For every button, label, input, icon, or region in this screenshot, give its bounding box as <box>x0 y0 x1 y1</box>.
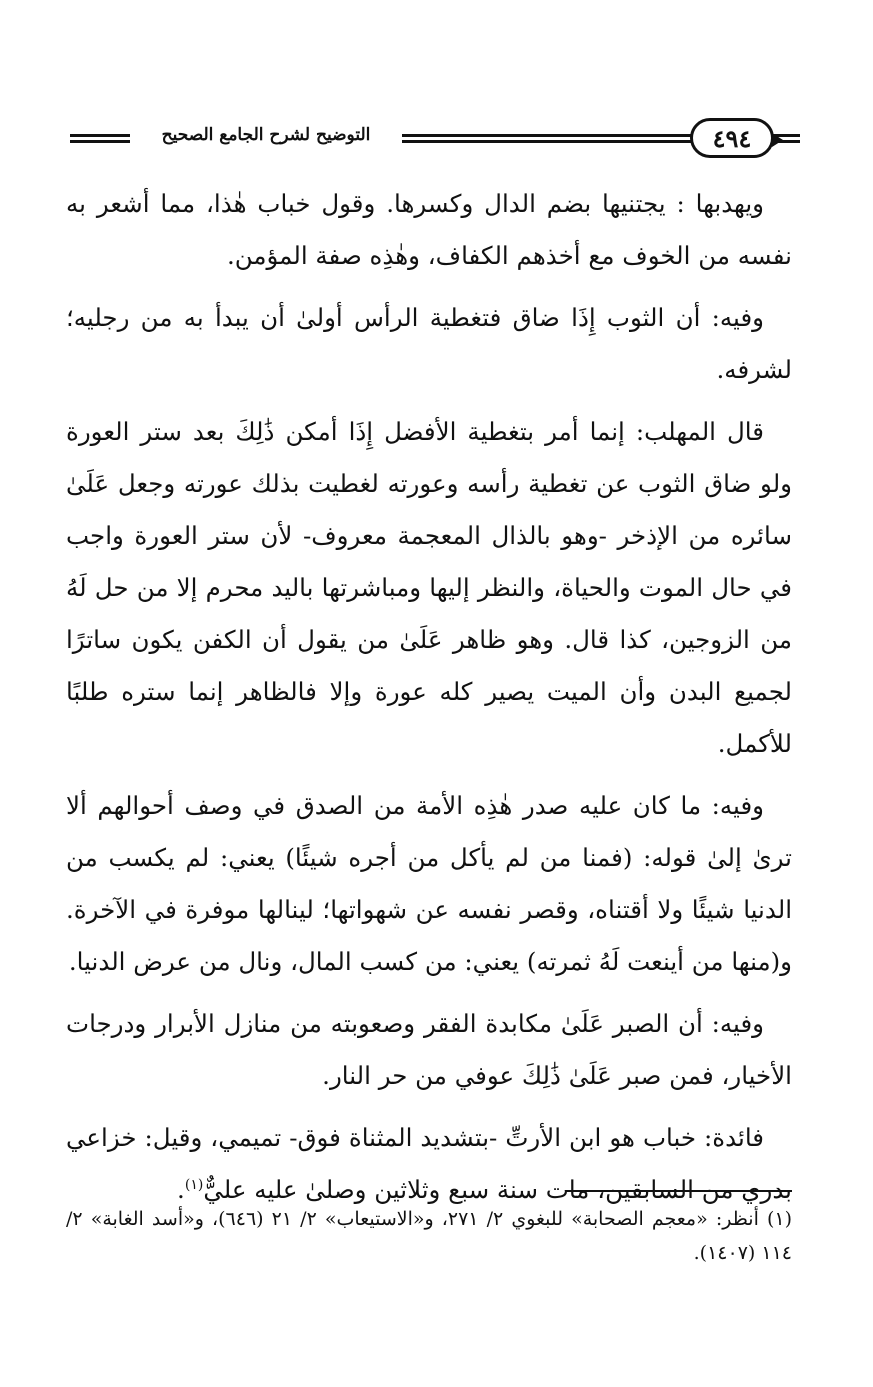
paragraph-6 <box>66 1112 792 1216</box>
header-rule-middle <box>402 134 692 143</box>
paragraph-5: وفيه: أن الصبر عَلَىٰ مكابدة الفقر وصعوبته من منازل الأبرار ودرجات الأخيار، فمن صبر عَلَىٰ ذَٰلِكَ عوفي من حر النار. <box>66 1009 792 1090</box>
page-number: ٤٩٤ <box>712 123 752 153</box>
paragraph-3: قال المهلب: إنما أمر بتغطية الأفضل إِذَا أمكن ذَٰلِكَ بعد ستر العورة ولو ضاق الثوب عن تغطية رأسه وعورته لغطيت بذلك عورته وجعل عَلَىٰ سائره من الإذخر -وهو بالذال المعجمة معروف- لأن ستر العورة واجب في حال الموت والحياة، والنظر إليها ومباشرتها باليد محرم إلا من حل لَهُ من الزوجين، كذا قال. وهو ظاهر عَلَىٰ من يقول أن الكفن يكون ساترًا لجميع البدن وأن الميت يصير كله عورة وإلا فالظاهر إنما ستره طلبًا للأكمل. <box>66 417 792 758</box>
footnote-reference[interactable]: (١) <box>184 1176 204 1193</box>
header-rule-right <box>772 134 800 143</box>
footnote-1: (١) أنظر: «معجم الصحابة» للبغوي ٢/ ٢٧١، و«الاستيعاب» ٢/ ٢١ (٦٤٦)، و«أسد الغابة» ٢/ ١١٤ (١٤٠٧). <box>66 1208 793 1264</box>
paragraph-4: وفيه: ما كان عليه صدر هٰذِه الأمة من الصدق في وصف أحوالهم ألا ترىٰ إلىٰ قوله: (فمنا من لم يأكل من أجره شيئًا) يعني: لم يكسب من الدنيا شيئًا ولا أقتناه، وقصر نفسه عن شهواتها؛ لينالها موفرة في الآخرة. و(منها من أينعت لَهُ ثمرته) يعني: من كسب المال، ونال من عرض الدنيا. <box>66 791 792 976</box>
footnote-separator <box>566 1190 792 1192</box>
paragraph-1: ويهدبها : يجتنيها بضم الدال وكسرها. وقول خباب هٰذا، مما أشعر به نفسه من الخوف مع أخذهم الكفاف، وهٰذِه صفة المؤمن. <box>66 189 792 270</box>
paragraph-2: وفيه: أن الثوب إِذَا ضاق فتغطية الرأس أولىٰ أن يبدأ به من رجليه؛ لشرفه. <box>66 303 792 384</box>
header-rule-left <box>70 134 130 143</box>
main-text <box>66 178 792 1222</box>
running-title: التوضيح لشرح الجامع الصحيح <box>161 125 371 145</box>
page-number-badge <box>690 118 774 158</box>
page-header <box>62 118 802 162</box>
footnotes <box>66 1202 792 1270</box>
paragraph-6-period: . <box>177 1175 185 1204</box>
paragraph-6-text: فائدة: خباب هو ابن الأرتِّ -بتشديد المثناة فوق- تميمي، وقيل: خزاعي بدري من السابقين، مات سنة سبع وثلاثين وصلىٰ عليه عليٌّ <box>66 1123 792 1204</box>
